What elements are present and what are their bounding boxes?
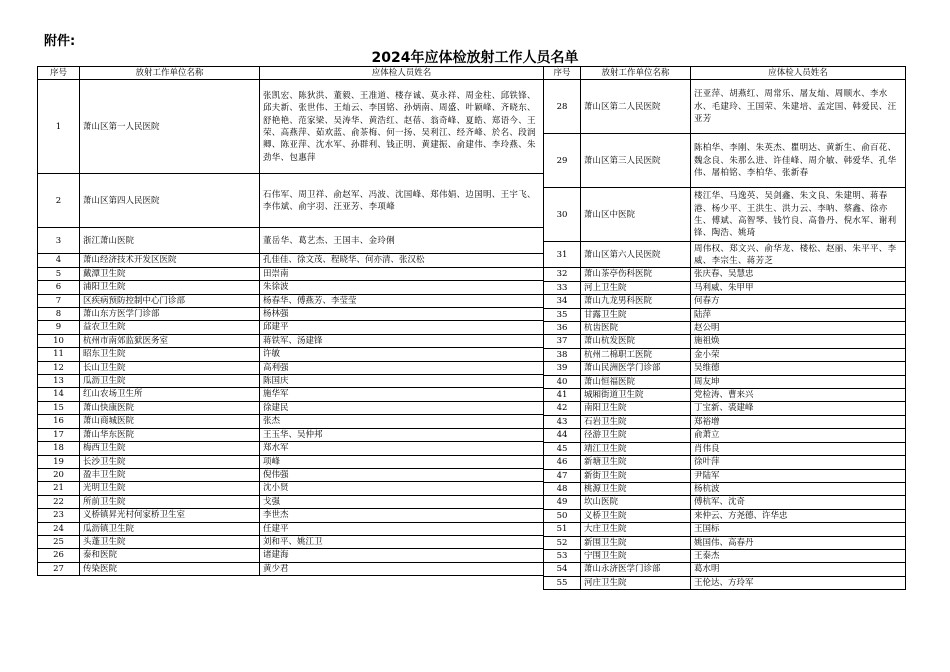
- personnel-names: 葛水明: [691, 563, 906, 576]
- row-number: 30: [544, 188, 581, 242]
- personnel-names: 施祖焕: [691, 335, 906, 348]
- unit-name: 瓜沥卫生院: [80, 375, 260, 388]
- table-row: [38, 334, 544, 347]
- unit-name: 靖江卫生院: [581, 442, 691, 455]
- personnel-names: 陈柏华、李刚、朱英杰、瞿明达、黄新生、俞百花、魏念良、朱那么进、许佳峰、周介敏、韩爱华、孔华伟、屠柏铭、李柏华、张新春: [691, 134, 906, 188]
- personnel-names: 来仲云、方尧德、许华忠: [691, 509, 906, 522]
- row-number: 6: [38, 281, 80, 294]
- row-number: 19: [38, 455, 80, 468]
- row-number: 28: [544, 80, 581, 134]
- personnel-names: 赵公明: [691, 322, 906, 335]
- table-row: [544, 496, 906, 509]
- personnel-names: 沈小贤: [260, 482, 544, 495]
- personnel-names: 诸建海: [260, 549, 544, 562]
- table-row: [544, 322, 906, 335]
- row-number: 44: [544, 429, 581, 442]
- row-number: 36: [544, 322, 581, 335]
- personnel-names: 孔佳佳、徐文茂、程晓华、何亦清、张汉松: [260, 254, 544, 267]
- unit-name: 萧山快康医院: [80, 401, 260, 414]
- row-number: 39: [544, 362, 581, 375]
- row-number: 48: [544, 482, 581, 495]
- personnel-names: 施华军: [260, 388, 544, 401]
- unit-name: 新围卫生院: [581, 536, 691, 549]
- personnel-names: 杨林强: [260, 308, 544, 321]
- personnel-names: 王玉华、吴仲邦: [260, 428, 544, 441]
- personnel-names: 戈强: [260, 495, 544, 508]
- personnel-names: 蒋铁军、汤建锋: [260, 334, 544, 347]
- table-row: [38, 562, 544, 575]
- row-number: 12: [38, 361, 80, 374]
- table-row: [38, 308, 544, 321]
- table-header-row: [38, 67, 544, 80]
- personnel-names: 王伦达、方玲军: [691, 576, 906, 589]
- personnel-names: 尹陆军: [691, 469, 906, 482]
- personnel-names: 刘和平、姚江卫: [260, 535, 544, 548]
- table-row: [38, 267, 544, 280]
- personnel-names: 石伟军、周卫祥、俞赵军、冯波、沈国峰、郑伟娟、边国明、王宇飞、李伟斌、俞宇羽、汪亚芳、李项峰: [260, 174, 544, 228]
- row-number: 24: [38, 522, 80, 535]
- row-number: 22: [38, 495, 80, 508]
- left-personnel-table: [37, 66, 544, 576]
- unit-name: 城厢街道卫生院: [581, 389, 691, 402]
- table-row: [544, 576, 906, 589]
- table-row: [544, 456, 906, 469]
- row-number: 17: [38, 428, 80, 441]
- unit-name: 泰和医院: [80, 549, 260, 562]
- unit-name: 萧山区第六人民医院: [581, 242, 691, 268]
- unit-name: 传染医院: [80, 562, 260, 575]
- unit-name: 杭州二棉职工医院: [581, 348, 691, 361]
- unit-name: 萧山东方医学门诊部: [80, 308, 260, 321]
- unit-name: 萧山区中医院: [581, 188, 691, 242]
- table-row: [38, 294, 544, 307]
- unit-name: 石岩卫生院: [581, 415, 691, 428]
- personnel-names: 党检涛、曹来兴: [691, 389, 906, 402]
- personnel-names: 项峰: [260, 455, 544, 468]
- personnel-names: 郑裕增: [691, 415, 906, 428]
- header-no: 序号: [38, 67, 80, 80]
- unit-name: 杭州市南郊监狱医务室: [80, 334, 260, 347]
- table-row: [544, 482, 906, 495]
- table-row: [38, 428, 544, 441]
- unit-name: 南阳卫生院: [581, 402, 691, 415]
- table-row: [38, 174, 544, 228]
- row-number: 32: [544, 268, 581, 281]
- unit-name: 萧山区第四人民医院: [80, 174, 260, 228]
- table-row: [38, 495, 544, 508]
- header-names: 应体检人员姓名: [260, 67, 544, 80]
- unit-name: 萧山杭发医院: [581, 335, 691, 348]
- row-number: 38: [544, 348, 581, 361]
- unit-name: 萧山民洲医学门诊部: [581, 362, 691, 375]
- table-row: [38, 509, 544, 522]
- unit-name: 新塘卫生院: [581, 456, 691, 469]
- row-number: 53: [544, 549, 581, 562]
- table-row: [38, 415, 544, 428]
- table-row: [544, 281, 906, 294]
- personnel-names: 田崇南: [260, 267, 544, 280]
- row-number: 7: [38, 294, 80, 307]
- header-names: 应体检人员姓名: [691, 67, 906, 80]
- personnel-names: 陆萍: [691, 308, 906, 321]
- unit-name: 宁围卫生院: [581, 549, 691, 562]
- personnel-names: 陈国庆: [260, 375, 544, 388]
- unit-name: 瓜沥镇卫生院: [80, 522, 260, 535]
- unit-name: 径游卫生院: [581, 429, 691, 442]
- table-row: [544, 348, 906, 361]
- unit-name: 长沙卫生院: [80, 455, 260, 468]
- table-row: [38, 535, 544, 548]
- row-number: 43: [544, 415, 581, 428]
- table-row: [544, 308, 906, 321]
- personnel-names: 张杰: [260, 415, 544, 428]
- unit-name: 新街卫生院: [581, 469, 691, 482]
- row-number: 35: [544, 308, 581, 321]
- personnel-names: 周友坤: [691, 375, 906, 388]
- row-number: 13: [38, 375, 80, 388]
- table-row: [544, 389, 906, 402]
- personnel-names: 王泰杰: [691, 549, 906, 562]
- unit-name: 义桥镇昇光村何家桥卫生室: [80, 509, 260, 522]
- unit-name: 萧山永济医学门诊部: [581, 563, 691, 576]
- unit-name: 浦阳卫生院: [80, 281, 260, 294]
- unit-name: 盈丰卫生院: [80, 468, 260, 481]
- personnel-names: 姚国伟、高春丹: [691, 536, 906, 549]
- table-row: [544, 295, 906, 308]
- table-row: [38, 482, 544, 495]
- table-row: [38, 321, 544, 334]
- personnel-names: 楼江华、马逸英、吴剑鑫、朱文良、朱建明、蒋春港、杨少平、王洪生、洪力云、李呐、蔡鑫、徐亦生、傅斌、高智琴、钱竹良、高鲁丹、倪水军、谢利锋、陶浩、姚琦: [691, 188, 906, 242]
- table-row: [38, 228, 544, 254]
- personnel-names: 何春方: [691, 295, 906, 308]
- table-row: [544, 242, 906, 268]
- table-row: [38, 80, 544, 174]
- personnel-names: 张凯宏、陈狄洪、董毅、王准道、楼存诚、莫永祥、周金柱、邱铁锋、邱夫新、张世伟、王灿云、李国铭、孙炳南、周盛、叶颖峰、齐晓东、舒艳艳、范家梁、吴涛华、黄浩红、赵蓓、翁奇峰、夏皓、郑语今、王荣、高燕萍、茹欢蓝、俞茶梅、何一扬、吴利江、经齐峰、於名、段润卿、陈亚萍、沈水军、孙群利、钱正明、黄建振、俞建伟、李玲燕、朱劲华、包惠萍: [260, 80, 544, 174]
- table-row: [544, 469, 906, 482]
- row-number: 18: [38, 442, 80, 455]
- row-number: 52: [544, 536, 581, 549]
- unit-name: 萧山区第一人民医院: [80, 80, 260, 174]
- personnel-names: 汪亚萍、胡燕红、周常乐、屠友灿、周顺水、李水水、毛建玲、王国荣、朱建培、孟定国、韩爱民、汪亚芳: [691, 80, 906, 134]
- personnel-names: 丁宝新、裘建峰: [691, 402, 906, 415]
- row-number: 27: [38, 562, 80, 575]
- right-personnel-table: [543, 66, 906, 590]
- row-number: 10: [38, 334, 80, 347]
- row-number: 41: [544, 389, 581, 402]
- personnel-names: 杨杭波: [691, 482, 906, 495]
- table-row: [38, 455, 544, 468]
- table-row: [544, 375, 906, 388]
- unit-name: 光明卫生院: [80, 482, 260, 495]
- unit-name: 头蓬卫生院: [80, 535, 260, 548]
- row-number: 31: [544, 242, 581, 268]
- table-row: [544, 415, 906, 428]
- personnel-names: 邱建平: [260, 321, 544, 334]
- row-number: 33: [544, 281, 581, 294]
- table-row: [544, 335, 906, 348]
- row-number: 23: [38, 509, 80, 522]
- personnel-names: 张庆春、吴慧忠: [691, 268, 906, 281]
- table-row: [38, 401, 544, 414]
- table-row: [38, 549, 544, 562]
- personnel-names: 傅杭军、沈奇: [691, 496, 906, 509]
- personnel-names: 朱徐波: [260, 281, 544, 294]
- table-row: [544, 442, 906, 455]
- row-number: 26: [38, 549, 80, 562]
- row-number: 49: [544, 496, 581, 509]
- personnel-names: 吴维德: [691, 362, 906, 375]
- unit-name: 萧山区第二人民医院: [581, 80, 691, 134]
- personnel-names: 董岳华、葛艺杰、王国丰、金玲俐: [260, 228, 544, 254]
- row-number: 34: [544, 295, 581, 308]
- unit-name: 桃源卫生院: [581, 482, 691, 495]
- table-row: [544, 563, 906, 576]
- row-number: 5: [38, 267, 80, 280]
- row-number: 8: [38, 308, 80, 321]
- row-number: 55: [544, 576, 581, 589]
- table-row: [544, 536, 906, 549]
- unit-name: 萧山九龙男科医院: [581, 295, 691, 308]
- row-number: 14: [38, 388, 80, 401]
- row-number: 16: [38, 415, 80, 428]
- table-row: [544, 188, 906, 242]
- table-row: [38, 348, 544, 361]
- unit-name: 浙江萧山医院: [80, 228, 260, 254]
- personnel-names: 马利威、朱甲甲: [691, 281, 906, 294]
- personnel-names: 李世杰: [260, 509, 544, 522]
- row-number: 1: [38, 80, 80, 174]
- row-number: 21: [38, 482, 80, 495]
- personnel-names: 俞萧立: [691, 429, 906, 442]
- header-unit: 放射工作单位名称: [80, 67, 260, 80]
- unit-name: 河上卫生院: [581, 281, 691, 294]
- row-number: 40: [544, 375, 581, 388]
- personnel-names: 黄少君: [260, 562, 544, 575]
- table-row: [38, 361, 544, 374]
- row-number: 4: [38, 254, 80, 267]
- personnel-names: 徐叶萍: [691, 456, 906, 469]
- row-number: 11: [38, 348, 80, 361]
- row-number: 2: [38, 174, 80, 228]
- table-row: [38, 522, 544, 535]
- unit-name: 戴潭卫生院: [80, 267, 260, 280]
- document-title: 2024年应体检放射工作人员名单: [371, 50, 579, 66]
- row-number: 54: [544, 563, 581, 576]
- table-row: [544, 523, 906, 536]
- table-row: [544, 362, 906, 375]
- personnel-names: 任建平: [260, 522, 544, 535]
- personnel-names: 周伟权、郑文兴、俞华龙、楼松、赵丽、朱平平、李威、李宗生、蒋芳芝: [691, 242, 906, 268]
- table-row: [544, 268, 906, 281]
- table-row: [38, 388, 544, 401]
- row-number: 50: [544, 509, 581, 522]
- unit-name: 萧山华东医院: [80, 428, 260, 441]
- row-number: 42: [544, 402, 581, 415]
- table-row: [38, 468, 544, 481]
- header-unit: 放射工作单位名称: [581, 67, 691, 80]
- personnel-names: 金小荣: [691, 348, 906, 361]
- personnel-names: 高利强: [260, 361, 544, 374]
- table-row: [38, 442, 544, 455]
- row-number: 29: [544, 134, 581, 188]
- row-number: 9: [38, 321, 80, 334]
- unit-name: 萧山经济技术开发区医院: [80, 254, 260, 267]
- unit-name: 长山卫生院: [80, 361, 260, 374]
- personnel-names: 王国标: [691, 523, 906, 536]
- unit-name: 河庄卫生院: [581, 576, 691, 589]
- row-number: 37: [544, 335, 581, 348]
- row-number: 25: [38, 535, 80, 548]
- unit-name: 萧山恒福医院: [581, 375, 691, 388]
- unit-name: 萧山商城医院: [80, 415, 260, 428]
- unit-name: 昭东卫生院: [80, 348, 260, 361]
- unit-name: 义桥卫生院: [581, 509, 691, 522]
- unit-name: 区疾病预防控制中心门诊部: [80, 294, 260, 307]
- table-row: [544, 134, 906, 188]
- row-number: 3: [38, 228, 80, 254]
- table-row: [38, 254, 544, 267]
- table-row: [38, 375, 544, 388]
- table-row: [544, 429, 906, 442]
- table-row: [544, 549, 906, 562]
- personnel-names: 许敏: [260, 348, 544, 361]
- table-row: [544, 509, 906, 522]
- unit-name: 益农卫生院: [80, 321, 260, 334]
- row-number: 51: [544, 523, 581, 536]
- table-row: [544, 80, 906, 134]
- unit-name: 甘露卫生院: [581, 308, 691, 321]
- table-row: [38, 281, 544, 294]
- personnel-names: 杨春华、傅燕芳、李莹莹: [260, 294, 544, 307]
- unit-name: 萧山区第三人民医院: [581, 134, 691, 188]
- row-number: 15: [38, 401, 80, 414]
- table-header-row: [544, 67, 906, 80]
- table-row: [544, 402, 906, 415]
- unit-name: 梅西卫生院: [80, 442, 260, 455]
- personnel-names: 徐建民: [260, 401, 544, 414]
- attachment-label: 附件:: [44, 34, 76, 49]
- unit-name: 坎山医院: [581, 496, 691, 509]
- unit-name: 所前卫生院: [80, 495, 260, 508]
- unit-name: 大庄卫生院: [581, 523, 691, 536]
- header-no: 序号: [544, 67, 581, 80]
- personnel-names: 郑水军: [260, 442, 544, 455]
- personnel-names: 肖伟良: [691, 442, 906, 455]
- row-number: 45: [544, 442, 581, 455]
- unit-name: 杭齿医院: [581, 322, 691, 335]
- unit-name: 红山农场卫生所: [80, 388, 260, 401]
- unit-name: 萧山茶亭伤科医院: [581, 268, 691, 281]
- row-number: 20: [38, 468, 80, 481]
- personnel-names: 倪伟强: [260, 468, 544, 481]
- row-number: 46: [544, 456, 581, 469]
- row-number: 47: [544, 469, 581, 482]
